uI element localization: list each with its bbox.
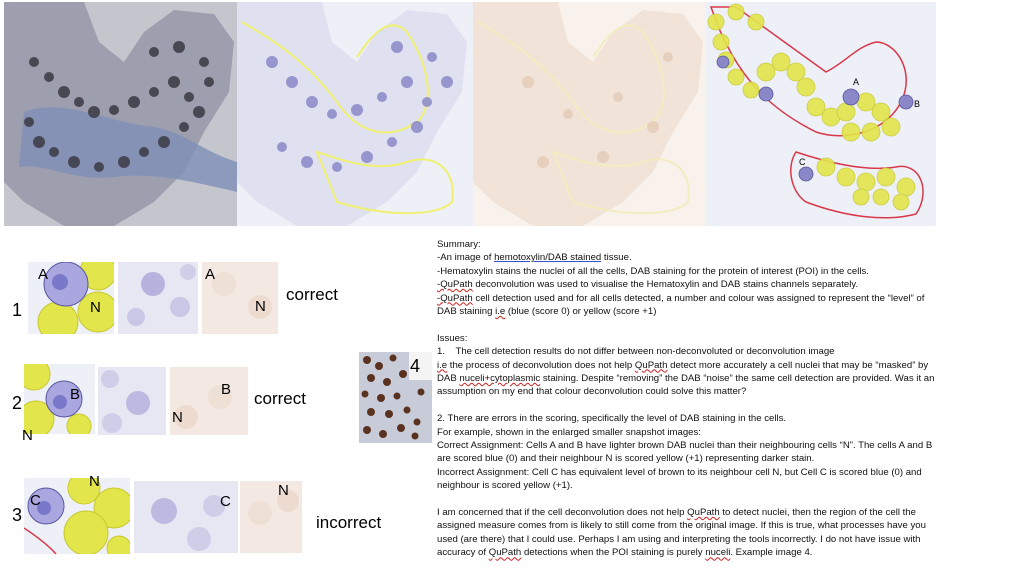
row-2-neighbour-label: N (22, 427, 33, 444)
row-2-dab-cell-label: B (221, 381, 232, 398)
row-1-neighbour-label: N (90, 299, 101, 316)
summary-line-4: -QuPath cell detection used and for all cells detected, a number and colour was assigned to represent the “level” of (437, 292, 925, 304)
summary-text-block (437, 238, 1022, 560)
original-image-panel (4, 2, 237, 226)
row-3-dab-neighbour-label: N (278, 482, 289, 499)
issue-1-line-2: i.e the process of deconvolution does not help QuPath detect more accurately a cell nuclei that may be “masked” by (437, 359, 929, 371)
issue-2-line-4: are scored blue (0) and their neighbour N is scored yellow (+1) representing darker stain. (437, 453, 815, 465)
row-3-verdict: incorrect (316, 513, 382, 532)
row-2-verdict: correct (254, 389, 306, 408)
row-3-number: 3 (12, 505, 23, 525)
row-3-cell-label: C (30, 492, 41, 509)
issue-2-line-3: Correct Assignment: Cells A and B have lighter brown DAB nuclei than their neighbouring cells “N”. The cells A and B (437, 440, 933, 452)
issue-2-line-1: 2. There are errors in the scoring, specifically the level of DAB staining in the cells. (437, 413, 787, 425)
summary-line-1: -An image of hemotoxylin/DAB stained tissue. (437, 252, 632, 264)
concern-line-2: assigned measure comes from is likely to still come from the original image. If this is true, what processes have you (437, 520, 926, 532)
label-c-overlay: C (799, 157, 806, 167)
issue-1-line-1: 1. The cell detection results do not differ between non-deconvoluted or deconvolution image (437, 346, 835, 358)
summary-heading: Summary: (437, 239, 481, 250)
issue-1-line-3: DAB nuceli+cytoplasmic staining. Despite “removing” the DAB “noise” the same cell detection are provided. Was it an (437, 373, 935, 385)
issue-2-line-6: neighbour is scored yellow (+1). (437, 480, 573, 492)
concern-line-1: I am concerned that if the cell deconvolution does not help QuPath to detect nuclei, then the region of the cell the (437, 507, 916, 519)
row-1-dab-cell-label: A (205, 266, 216, 283)
label-b-overlay: B (914, 99, 921, 109)
annotated-image-panel (237, 2, 473, 226)
row-3-hematoxylin-snapshot (134, 481, 238, 553)
row-1-verdict: correct (286, 285, 338, 304)
issue-2-line-5: Incorrect Assignment: Cell C has equivalent level of brown to its neighbour cell N, but Cell C is scored blue (0) and (437, 466, 922, 478)
summary-line-5: DAB staining i.e (blue (score 0) or yellow (score +1) (437, 306, 657, 318)
row-2-dab-neighbour-label: N (172, 409, 183, 426)
summary-line-3: -QuPath deconvolution was used to visualise the Hematoxylin and DAB stains channels separately. (437, 279, 859, 291)
row-2-cell-label: B (70, 386, 81, 403)
row-1-dab-neighbour-label: N (255, 298, 266, 315)
label-a-overlay: A (853, 77, 860, 87)
concern-line-3: used (are there) that I could use. Perhaps I am using and interpreting the tools incorrectly. I do not have issue with (437, 533, 921, 545)
concern-line-4: accuracy of QuPath detections when the POI staining is purely nuceli. Example image 4. (437, 547, 813, 559)
issue-2-line-2: For example, shown in the enlarged smaller snapshot images: (437, 426, 701, 438)
detection-panel (706, 2, 936, 226)
issue-1-line-4: assumption on my end that colour deconvolution could solve this matter? (437, 386, 747, 398)
row-1-cell-label: A (38, 266, 49, 283)
row-1-hematoxylin-snapshot (118, 262, 198, 334)
row-3-overlay-snapshot (24, 478, 130, 554)
row-1-number: 1 (12, 300, 23, 320)
row-2-overlay-snapshot (24, 364, 95, 434)
summary-line-2: -Hematoxylin stains the nuclei of all the cells, DAB staining for the protein of interest (POI) in the cells. (437, 265, 869, 277)
row-3-neighbour-label: N (89, 473, 100, 490)
issues-heading: Issues: (437, 332, 468, 344)
hemotoxylin-link[interactable]: hemotoxylin/DAB stained (494, 252, 602, 264)
row-2-number: 2 (12, 393, 23, 413)
row-3-dab-cell-label: C (220, 493, 231, 510)
example-4-image (359, 352, 432, 443)
example-4-label: 4 (410, 356, 421, 376)
row-3-dab-snapshot (240, 481, 302, 553)
row-2-hematoxylin-snapshot (98, 367, 166, 435)
dab-channel-panel (473, 2, 706, 226)
